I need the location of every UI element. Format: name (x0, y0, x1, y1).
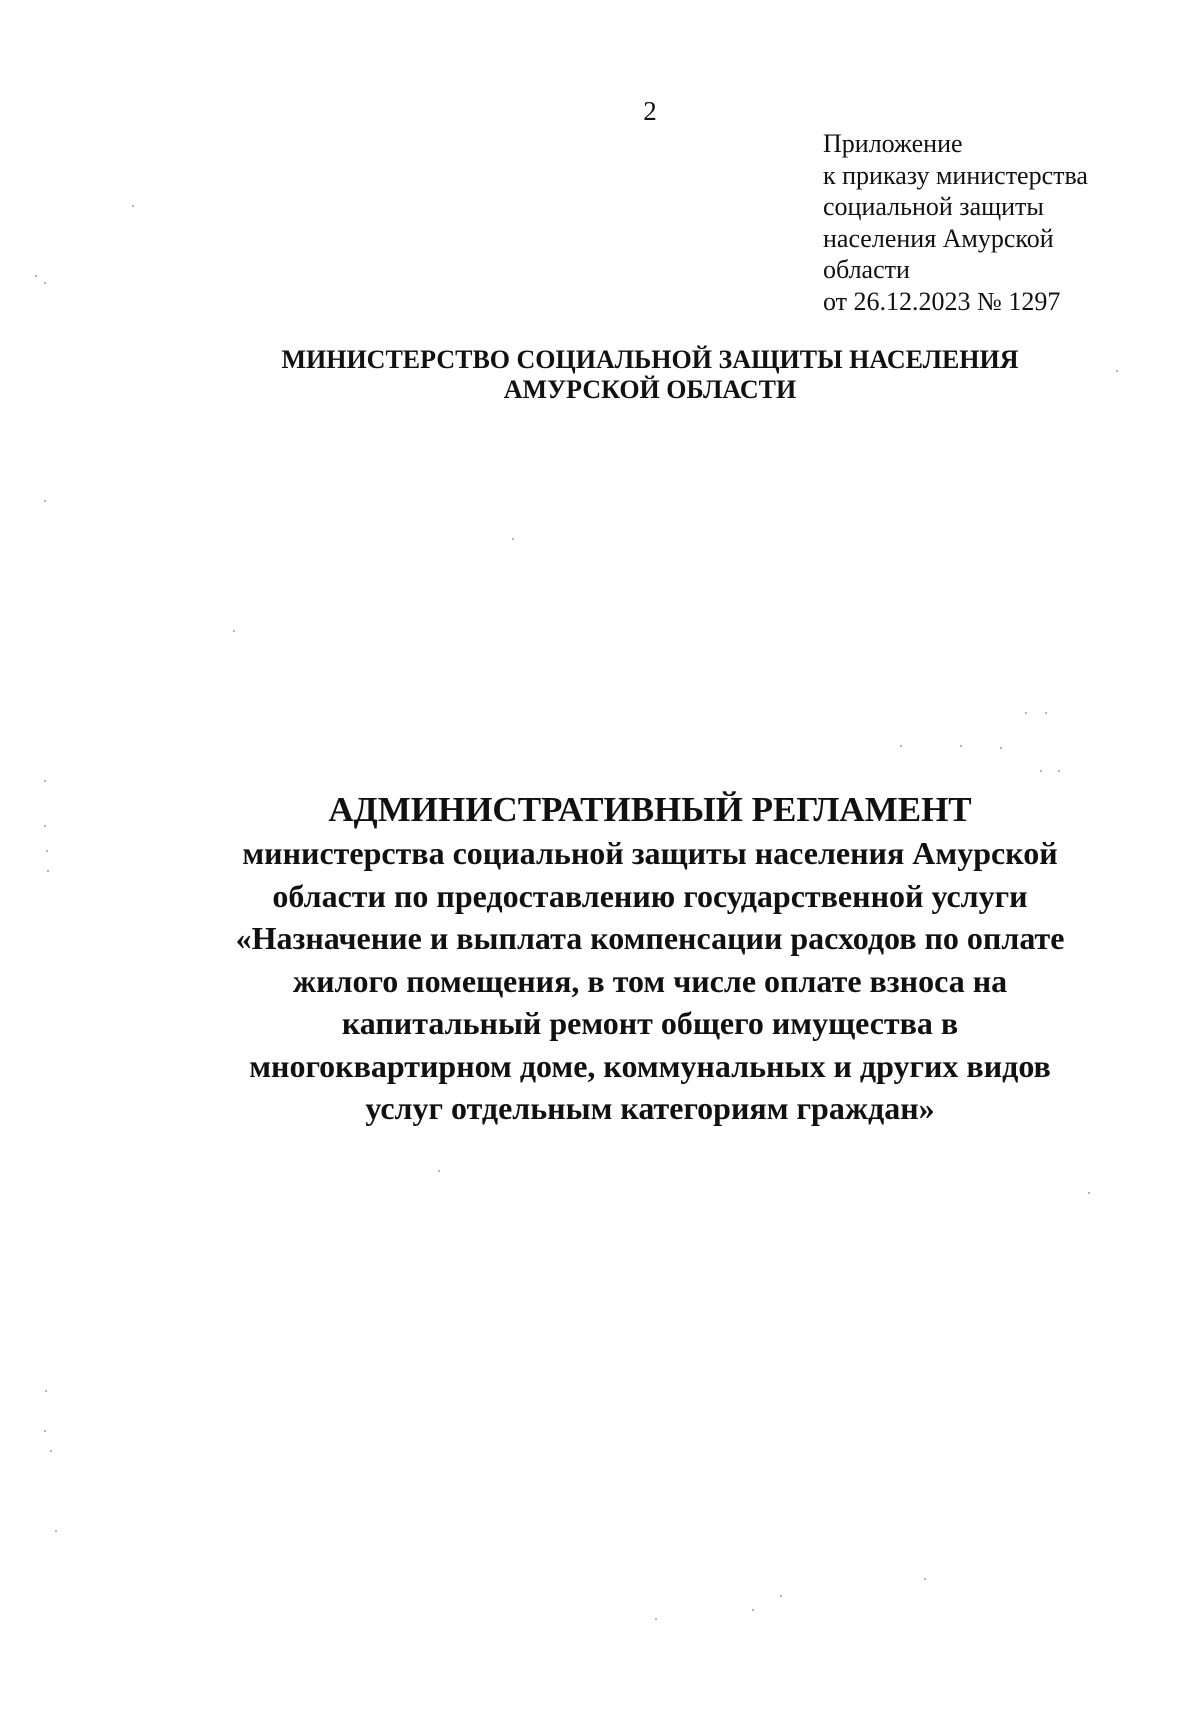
scan-speck (1045, 712, 1047, 714)
scan-speck (512, 538, 514, 540)
scan-speck (1058, 770, 1060, 772)
ministry-heading-line: АМУРСКОЙ ОБЛАСТИ (503, 375, 797, 404)
regulation-subtitle-line: услуг отдельным категориям граждан» (365, 1090, 935, 1126)
scan-speck (1116, 370, 1118, 372)
scan-speck (45, 1390, 47, 1392)
regulation-subtitle-line: многоквартирном доме, коммунальных и других видов (249, 1047, 1051, 1084)
appendix-line: к приказу министерства (823, 160, 1088, 190)
appendix-line: социальной защиты (823, 192, 1044, 221)
scan-speck (46, 850, 48, 852)
scan-speck (960, 745, 962, 747)
scan-speck (438, 1170, 440, 1172)
appendix-line: населения Амурской (823, 223, 1054, 253)
scan-speck (44, 780, 46, 782)
appendix-block (823, 128, 1163, 317)
scan-speck (44, 825, 46, 827)
regulation-subtitle-line: жилого помещения, в том числе оплате взноса на (292, 962, 1008, 999)
regulation-subtitle-line: «Назначение и выплата компенсации расходов по оплате (235, 920, 1065, 956)
scan-speck (1040, 770, 1042, 772)
appendix-line: от 26.12.2023 № 1297 (823, 286, 1061, 316)
regulation-subtitle (100, 832, 1200, 1130)
scan-speck (1025, 712, 1027, 714)
scan-speck (55, 1530, 57, 1532)
scan-speck (655, 1618, 657, 1620)
regulation-title: АДМИНИСТРАТИВНЫЙ РЕГЛАМЕНТ (328, 790, 972, 829)
scan-speck (35, 275, 37, 277)
scan-speck (780, 1595, 782, 1597)
scan-speck (44, 1430, 46, 1432)
scan-speck (50, 1450, 52, 1452)
regulation-subtitle-line: министерства социальной защиты населения Амурской (242, 835, 1058, 871)
scan-speck (233, 630, 235, 632)
scan-speck (752, 1609, 754, 1611)
page-number: 2 (643, 96, 657, 126)
scan-speck (44, 282, 46, 284)
scan-speck (132, 205, 134, 207)
appendix-line: Приложение (823, 129, 963, 158)
scan-speck (44, 500, 46, 502)
scan-speck (47, 870, 49, 872)
regulation-subtitle-line: капитальный ремонт общего имущества в (341, 1005, 959, 1041)
regulation-subtitle-line: области по предоставлению государственной услуги (272, 877, 1028, 914)
scan-speck (1088, 1192, 1090, 1194)
ministry-heading-line: МИНИСТЕРСТВО СОЦИАЛЬНОЙ ЗАЩИТЫ НАСЕЛЕНИЯ (281, 345, 1019, 374)
scan-speck (924, 1578, 926, 1580)
appendix-line: области (823, 255, 910, 284)
scan-speck (900, 745, 902, 747)
scan-speck (1000, 747, 1002, 749)
ministry-heading (150, 345, 1150, 405)
